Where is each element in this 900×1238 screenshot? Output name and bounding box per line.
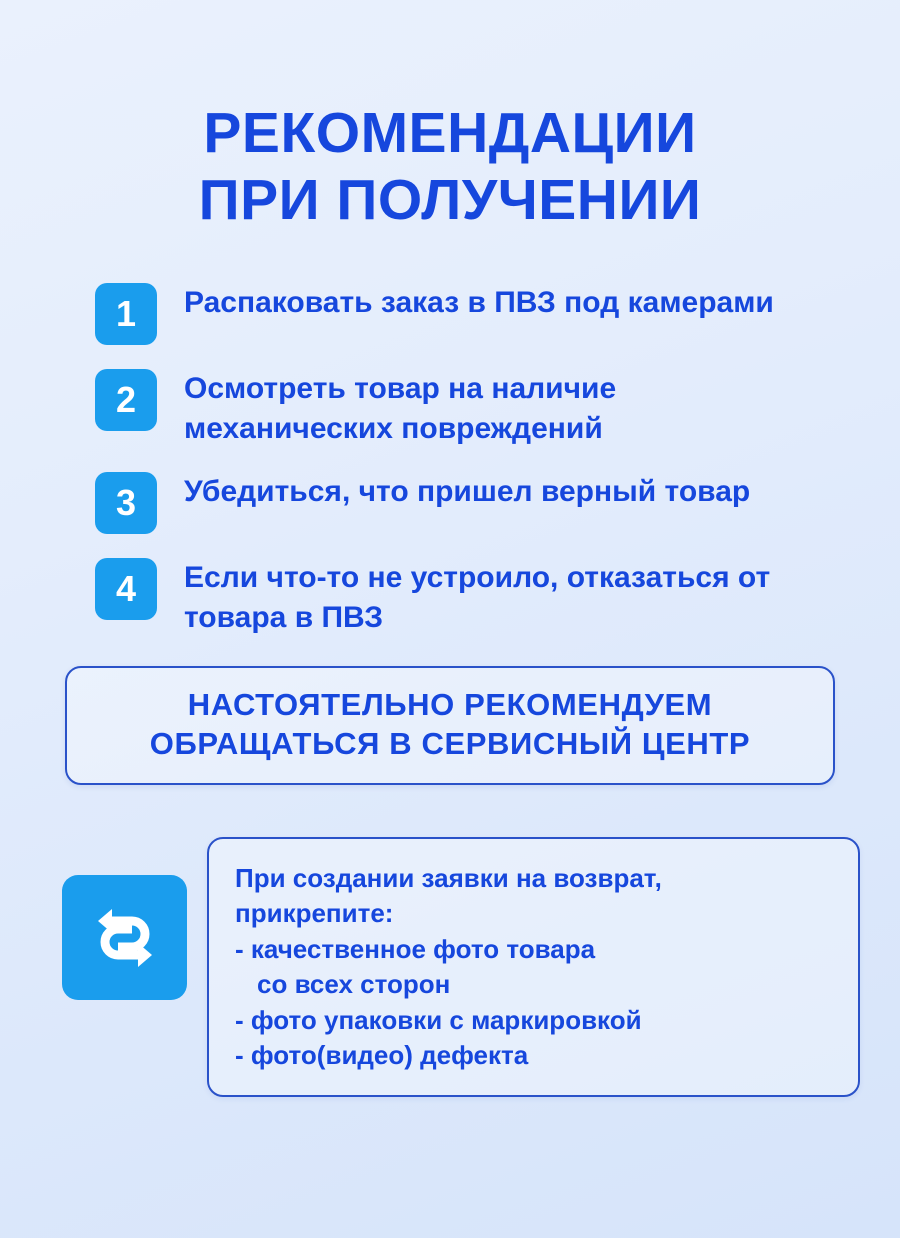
list-item [95,367,860,449]
note-line: прикрепите: [235,898,394,929]
page-title-line-2: ПРИ ПОЛУЧЕНИИ [198,168,702,233]
note-line: со всех сторон [257,969,451,1000]
steps-list [40,281,860,639]
step-text: Если что-то не устроило, отказаться от товара в ПВЗ [184,561,771,635]
note-line: - качественное фото товара [235,933,596,964]
note-line: При создании заявки на возврат, [235,863,662,894]
step-text: Осмотреть товар на наличие механических повреждений [184,371,617,445]
banner-line-1: НАСТОЯТЕЛЬНО РЕКОМЕНДУЕМ [187,687,713,723]
page-title-line-1: РЕКОМЕНДАЦИИ [203,101,697,166]
step-text: Убедиться, что пришел верный товар [184,475,751,509]
service-center-banner [65,666,835,785]
note-line: - фото упаковки с маркировкой [235,1004,642,1035]
step-number-badge: 1 [95,283,157,345]
list-item [95,281,860,345]
return-requirements-box [207,837,860,1097]
banner-line-2: ОБРАЩАТЬСЯ В СЕРВИСНЫЙ ЦЕНТР [149,725,751,761]
list-item [95,470,860,534]
list-item [95,556,860,638]
return-note-section [40,837,860,1097]
recycle-arrows-icon [62,875,187,1000]
step-number-badge: 3 [95,472,157,534]
note-line: - фото(видео) дефекта [235,1039,529,1070]
step-text: Распаковать заказ в ПВЗ под камерами [184,285,774,319]
recommendations-poster [0,38,900,1238]
step-number-badge: 2 [95,369,157,431]
page-title [40,38,860,235]
step-number-badge: 4 [95,558,157,620]
